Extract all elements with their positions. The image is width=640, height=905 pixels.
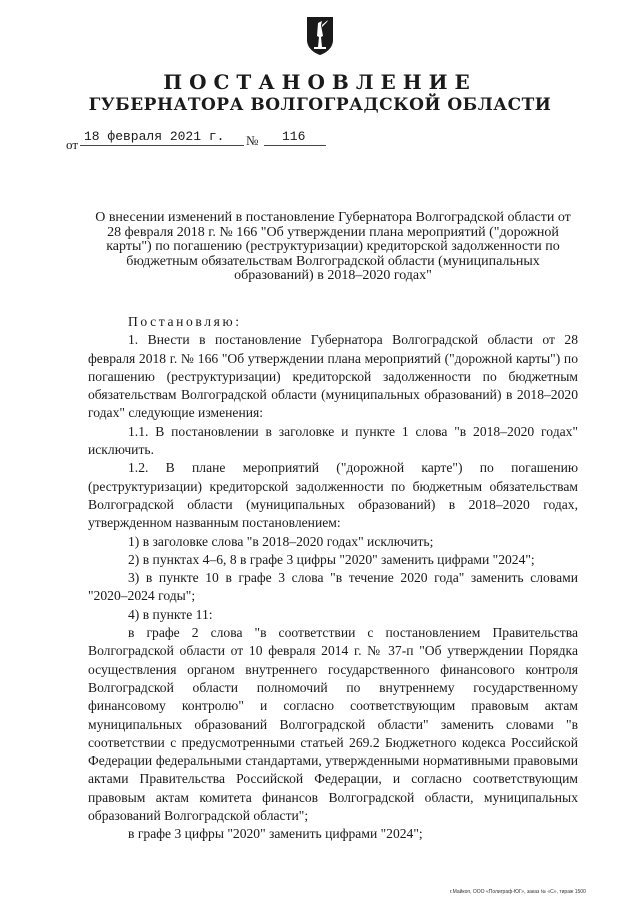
item-4: 4) в пункте 11: — [128, 606, 213, 622]
item-4-column-3: в графе 3 цифры "2020" заменить цифрами "2024"; — [128, 826, 423, 842]
print-footer: г.Майкоп, ООО «Полиграф-ЮГ», заказ № «С», тираж 1500 — [450, 889, 586, 895]
decree-word: Постановляю: — [128, 314, 242, 329]
coat-of-arms-icon — [305, 16, 335, 56]
paragraph-1-1: 1.1. В постановлении в заголовке и пункте 1 слова "в 2018–2020 годах" исключить. — [88, 423, 578, 458]
paragraph-1-2: 1.2. В плане мероприятий ("дорожной карте") по погашению (реструктуризации) кредиторской задолженности по бюджетным обязательствам Волгоградской области (муниципальных образований) в 2018–2020 годах, утвержденном названным постановлением: — [88, 460, 578, 531]
item-3: 3) в пункте 10 в графе 3 слова "в течение 2020 года" заменить словами "2020–2024 годы"; — [88, 570, 578, 604]
document-title: ПОСТАНОВЛЕНИЕ — [163, 70, 477, 94]
document-body — [88, 313, 578, 844]
paragraph-1: 1. Внести в постановление Губернатора Волгоградской области от 28 февраля 2018 г. № 166 "Об утверждении плана мероприятий ("дорожной карты") по погашению (реструктуризации) кредиторской задолженности по бюджетным обязательствам Волгоградской области (муниципальных образований) в 2018–2020 годах" следующие изменения: — [88, 332, 578, 421]
item-2: 2) в пунктах 4–6, 8 в графе 3 цифры "2020" заменить цифрами "2024"; — [128, 551, 535, 567]
document-subject: О внесении изменений в постановление Губернатора Волгоградской области от 28 февраля 2018 г. № 166 "Об утверждении плана мероприятий ("дорожной карты") по погашению (реструктуризации) кредиторской задолженности по бюджетным обязательствам Волгоградской области (муниципальных образований) в 2018–2020 годах" — [95, 210, 571, 283]
document-date: 18 февраля 2021 г. — [80, 129, 244, 146]
document-subtitle: ГУБЕРНАТОРА ВОЛГОГРАДСКОЙ ОБЛАСТИ — [88, 95, 552, 115]
item-4-column-2: в графе 2 слова "в соответствии с постановлением Правительства Волгоградской области от 10 февраля 2014 г. № 37-п "Об утверждении Порядка осуществления органом внутреннего государственного финансового контроля Волгоградской области полномочий по внутреннему государственному финансовому контролю" и согласно соответствующим правовым актам муниципальных образований Волгоградской области" заменить словами "в соответствии с предусмотренными статьей 269.2 Бюджетного кодекса Российской Федерации федеральными стандартами, утвержденными нормативными правовыми актами Правительства Российской Федерации, и согласно соответствующим правовым актам комитета финансов Волгоградской области, муниципальных образований Волгоградской области"; — [88, 625, 578, 824]
item-1: 1) в заголовке слова "в 2018–2020 годах" исключить; — [128, 533, 434, 549]
date-prefix: от — [66, 137, 79, 152]
document-number: 116 — [264, 129, 326, 146]
number-sign: № — [246, 133, 259, 148]
